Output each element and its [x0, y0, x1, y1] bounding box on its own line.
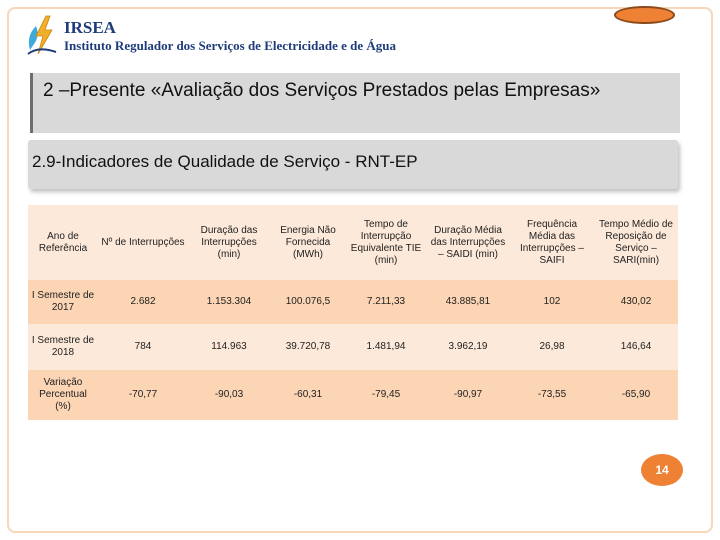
- page-number-badge: [641, 454, 683, 486]
- section-subtitle: 2.9-Indicadores de Qualidade de Serviço - RNT-EP: [32, 152, 418, 171]
- table-header-row: [28, 205, 678, 280]
- table-cell: 43.885,81: [445, 296, 491, 307]
- logo-abbreviation: IRSEA: [64, 18, 116, 37]
- decorative-oval: [614, 6, 675, 24]
- table-cell: -65,90: [621, 389, 651, 400]
- header-cell-tie: Tempo de Interrupção Equivalente TIE (min): [350, 218, 422, 266]
- quality-indicators-table: [28, 205, 678, 420]
- header-cell-duration: Duração das Interrupções (min): [200, 224, 258, 260]
- slide-title-bar: [30, 73, 680, 133]
- table-cell: -90,97: [453, 389, 483, 400]
- header-cell-sari: Tempo Médio de Reposição de Serviço – SARI(min): [599, 218, 673, 266]
- table-cell: 39.720,78: [285, 341, 331, 352]
- table-cell: 1.481,94: [366, 341, 406, 352]
- header-cell-year: Ano de Referência: [38, 230, 88, 254]
- table-row: [28, 370, 678, 420]
- lightning-drop-icon: [26, 14, 62, 58]
- table-cell: 100.076,5: [285, 296, 331, 307]
- table-row: [28, 324, 678, 370]
- table-cell: 2.682: [130, 296, 156, 307]
- table-cell: -60,31: [293, 389, 323, 400]
- table-cell: Variação Percentual (%): [39, 377, 87, 412]
- slide-title: 2 –Presente «Avaliação dos Serviços Prestados pelas Empresas»: [43, 80, 601, 101]
- header-cell-interruptions: Nº de Interrupções: [101, 236, 185, 248]
- section-subtitle-bar: [28, 140, 678, 189]
- table-cell: 1.153.304: [206, 296, 252, 307]
- table-cell: 114.963: [211, 341, 247, 352]
- table-row: [28, 280, 678, 324]
- table-cell: I Semestre de 2017: [31, 290, 95, 313]
- table-cell: 102: [543, 296, 561, 307]
- table-cell: 784: [134, 341, 152, 352]
- table-cell: 26,98: [539, 341, 565, 352]
- table-cell: -70,77: [128, 389, 158, 400]
- table-cell: -79,45: [371, 389, 401, 400]
- logo-full-name: Instituto Regulador dos Serviços de Electricidade e de Água: [64, 38, 396, 53]
- irsea-logo: [26, 14, 486, 58]
- header-cell-saifi: Frequência Média das Interrupções – SAIFI: [520, 218, 584, 266]
- table-cell: I Semestre de 2018: [31, 335, 95, 358]
- page-number: 14: [655, 463, 669, 477]
- header-cell-energy: Energia Não Fornecida (MWh): [280, 224, 336, 260]
- table-cell: 3.962,19: [448, 341, 488, 352]
- table-cell: 430,02: [620, 296, 652, 307]
- header-cell-saidi: Duração Média das Interrupções – SAIDI (min): [430, 224, 506, 260]
- table-cell: 7.211,33: [366, 296, 406, 307]
- table-cell: 146,64: [620, 341, 652, 352]
- table-cell: -73,55: [537, 389, 567, 400]
- table-cell: -90,03: [214, 389, 244, 400]
